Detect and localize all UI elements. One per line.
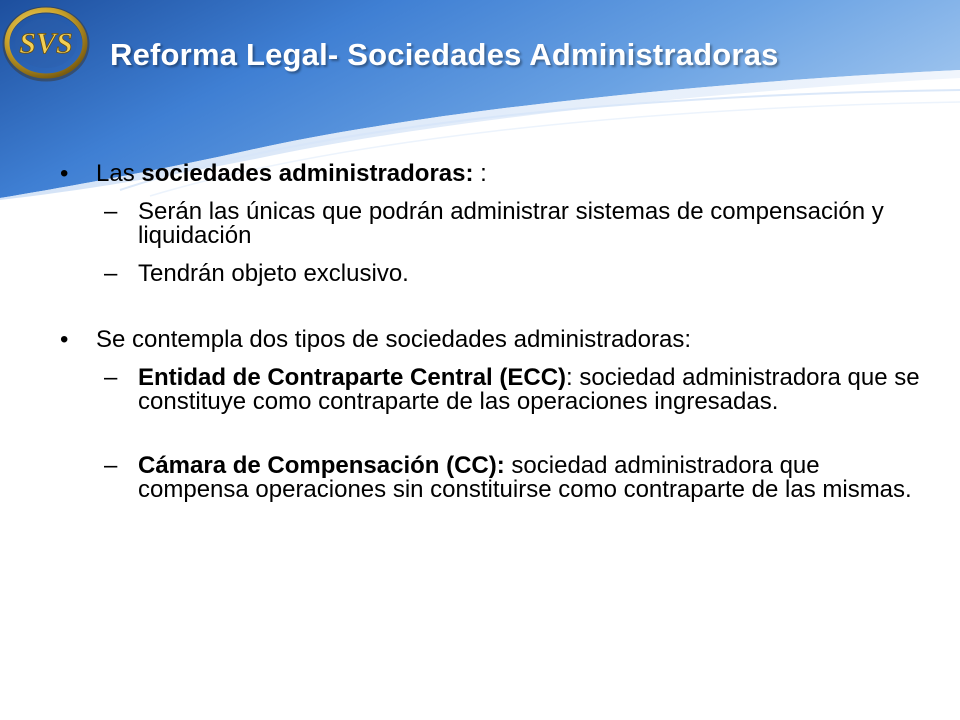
sub-bullet-term: Cámara de Compensación (CC): xyxy=(138,452,505,479)
slide-title: Reforma Legal- Sociedades Administradoras xyxy=(110,37,779,72)
sub-bullet-text: sociedad administradora que compensa operaciones sin constituirse como contraparte de las mismas. xyxy=(138,452,912,503)
sub-bullet-text: Tendrán objeto exclusivo. xyxy=(138,260,409,287)
bullet-text-tail: : xyxy=(473,160,487,187)
bullet-text-lead: Las xyxy=(96,160,142,187)
bullet-item xyxy=(60,326,920,354)
bullet-item xyxy=(60,160,920,188)
dash-marker: – xyxy=(104,364,118,391)
bullet-text: Se contempla dos tipos de sociedades administradoras: xyxy=(96,326,692,353)
bullet-marker: • xyxy=(60,326,69,353)
svs-logo-text: SVS xyxy=(19,27,73,60)
sub-bullet-text: Serán las únicas que podrán administrar sistemas de compensación y liquidación xyxy=(138,198,884,249)
bullet-text-bold: sociedades administradoras: xyxy=(141,160,474,187)
sub-bullet-item xyxy=(60,262,920,286)
svs-logo xyxy=(2,4,90,82)
sub-bullet-item xyxy=(60,200,920,248)
dash-marker: – xyxy=(104,260,118,287)
sub-bullet-term: Entidad de Contraparte Central (ECC) xyxy=(138,364,567,391)
slide-body xyxy=(60,150,920,502)
bullet-marker: • xyxy=(60,160,69,187)
sub-bullet-text: : sociedad administradora que se constituye como contraparte de las operaciones ingresadas. xyxy=(138,364,920,415)
dash-marker: – xyxy=(104,198,118,225)
sub-bullet-item xyxy=(60,366,920,414)
dash-marker: – xyxy=(104,452,118,479)
sub-bullet-item xyxy=(60,454,920,502)
